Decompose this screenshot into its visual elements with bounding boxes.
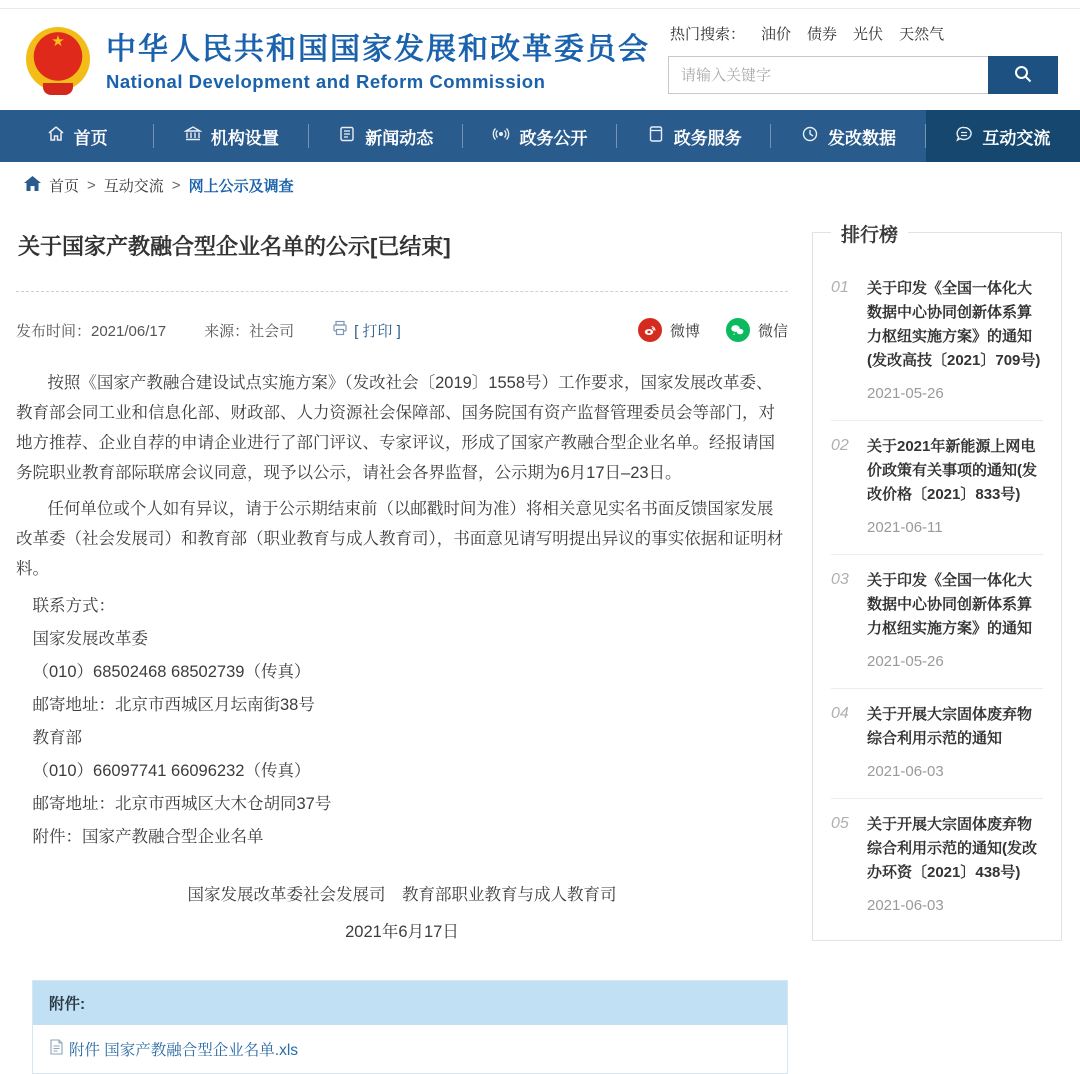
hot-search-term[interactable]: 天然气 (899, 26, 945, 43)
rank-date: 2021-06-11 (867, 519, 943, 536)
rank-number: 04 (831, 705, 849, 722)
site-header (0, 9, 1080, 110)
contact-line: 国家发展改革委 (32, 630, 148, 648)
rank-date: 2021-06-03 (867, 897, 944, 914)
rank-date: 2021-05-26 (867, 653, 944, 670)
dashed-divider (16, 291, 788, 292)
paragraph: 按照《国家产教融合建设试点实施方案》（发改社会〔2019〕1558号）工作要求，国家发展改革委、教育部会同工业和信息化部、财政部、人力资源社会保障部、国务院国有资产监督管理委员会等部门，对地方推荐、企业自荐的申请企业进行了部门评议、专家评议，形成了国家产教融合型企业名单。经报请国务院职业教育部际联席会议同意，现予以公示，请社会各界监督，公示期为6月17日–23日。 (16, 374, 775, 482)
publish-time: 发布时间：2021/06/17 (16, 322, 167, 340)
nav-item-public[interactable]: 政务公开 (463, 110, 617, 162)
ranking-title: 排行榜 (831, 220, 908, 247)
main-nav (0, 110, 1080, 162)
signature-date: 2021年6月17日 (345, 923, 459, 941)
home-icon (47, 125, 65, 148)
hot-search-term[interactable]: 债券 (807, 26, 838, 43)
attachment-section (32, 980, 788, 1074)
signature-line: 国家发展改革委社会发展司 教育部职业教育与成人教育司 (187, 886, 617, 904)
ranking-item (831, 689, 1043, 799)
rank-date: 2021-06-03 (867, 763, 944, 780)
news-icon (338, 125, 356, 148)
article-source: 来源：社会司 (204, 322, 295, 340)
broadcast-icon (492, 125, 510, 148)
attachment-header: 附件: (33, 981, 787, 1025)
site-title-en: National Development and Reform Commission (106, 71, 546, 92)
weibo-icon (638, 318, 662, 342)
ranking-item (831, 421, 1043, 555)
xls-file-icon (49, 1039, 64, 1060)
rank-number: 03 (831, 571, 849, 588)
hot-search (668, 23, 1058, 44)
home-icon (24, 176, 41, 196)
contact-line: （010）68502468 68502739（传真） (32, 663, 311, 681)
rank-link[interactable]: 关于开展大宗固体废弃物综合利用示范的通知 (867, 706, 1033, 747)
contact-line: 邮寄地址：北京市西城区月坛南街38号 (32, 696, 315, 714)
magnifier-icon (1013, 64, 1033, 87)
paragraph: 任何单位或个人如有异议，请于公示期结束前（以邮戳时间为准）将相关意见实名书面反馈国家发展改革委（社会发展司）和教育部（职业教育与成人教育司），书面意见请写明提出异议的事实依据和证明材料。 (16, 500, 784, 578)
ranking-item (831, 263, 1043, 421)
breadcrumb-interaction[interactable]: 互动交流 (103, 178, 164, 195)
rank-number: 05 (831, 815, 849, 832)
share-wechat[interactable]: 微信 (726, 318, 788, 342)
contact-line: 联系方式： (32, 597, 115, 615)
nav-item-home[interactable]: 首页 (0, 110, 154, 162)
hot-search-term[interactable]: 油价 (761, 26, 792, 43)
breadcrumb-home[interactable]: 首页 (49, 178, 80, 195)
attachment-link[interactable]: 附件 国家产教融合型企业名单.xls (69, 1042, 299, 1059)
clock-icon (801, 125, 819, 148)
share-weibo[interactable]: 微博 (638, 318, 700, 342)
search-button[interactable] (988, 56, 1058, 94)
contact-line: 邮寄地址：北京市西城区大木仓胡同37号 (32, 795, 332, 813)
hot-search-term[interactable]: 光伏 (853, 26, 884, 43)
rank-link[interactable]: 关于2021年新能源上网电价政策有关事项的通知(发改价格〔2021〕833号) (867, 438, 1037, 503)
ranking-item (831, 555, 1043, 689)
search-input[interactable] (668, 56, 988, 94)
nav-item-data[interactable]: 发改数据 (771, 110, 925, 162)
nav-item-news[interactable]: 新闻动态 (309, 110, 463, 162)
institution-icon (184, 125, 202, 148)
wechat-icon (726, 318, 750, 342)
ranking-panel (812, 225, 1062, 941)
print-button[interactable]: [ 打印 ] (332, 320, 401, 341)
nav-item-org[interactable]: 机构设置 (154, 110, 308, 162)
rank-link[interactable]: 关于印发《全国一体化大数据中心协同创新体系算力枢纽实施方案》的通知(发改高技〔2021〕709号) (867, 280, 1041, 369)
site-title-zh: 中华人民共和国国家发展和改革委员会 (106, 33, 650, 66)
contact-line: 教育部 (32, 729, 82, 747)
document-icon (647, 125, 665, 148)
chat-icon (955, 125, 973, 148)
national-emblem-logo (26, 27, 90, 91)
nav-item-interaction[interactable]: 互动交流 (926, 110, 1080, 162)
breadcrumb-current[interactable]: 网上公示及调查 (188, 178, 294, 195)
rank-number: 02 (831, 437, 849, 454)
printer-icon (332, 320, 348, 340)
site-titles (106, 24, 650, 93)
article-title: 关于国家产教融合型企业名单的公示[已结束] (18, 234, 451, 259)
hot-search-label: 热门搜索： (670, 26, 746, 43)
rank-link[interactable]: 关于开展大宗固体废弃物综合利用示范的通知(发改办环资〔2021〕438号) (867, 816, 1037, 881)
article-meta (16, 318, 788, 342)
rank-date: 2021-05-26 (867, 385, 944, 402)
article-body (16, 368, 788, 942)
ranking-item (831, 799, 1043, 932)
top-divider (0, 0, 1080, 9)
nav-item-service[interactable]: 政务服务 (617, 110, 771, 162)
contact-line: 附件：国家产教融合型企业名单 (32, 828, 264, 846)
breadcrumb: 首页 > 互动交流 > 网上公示及调查 (0, 162, 1080, 206)
contact-line: （010）66097741 66096232（传真） (32, 762, 311, 780)
article-main (16, 206, 788, 1074)
rank-number: 01 (831, 279, 849, 296)
rank-link[interactable]: 关于印发《全国一体化大数据中心协同创新体系算力枢纽实施方案》的通知 (867, 572, 1033, 637)
